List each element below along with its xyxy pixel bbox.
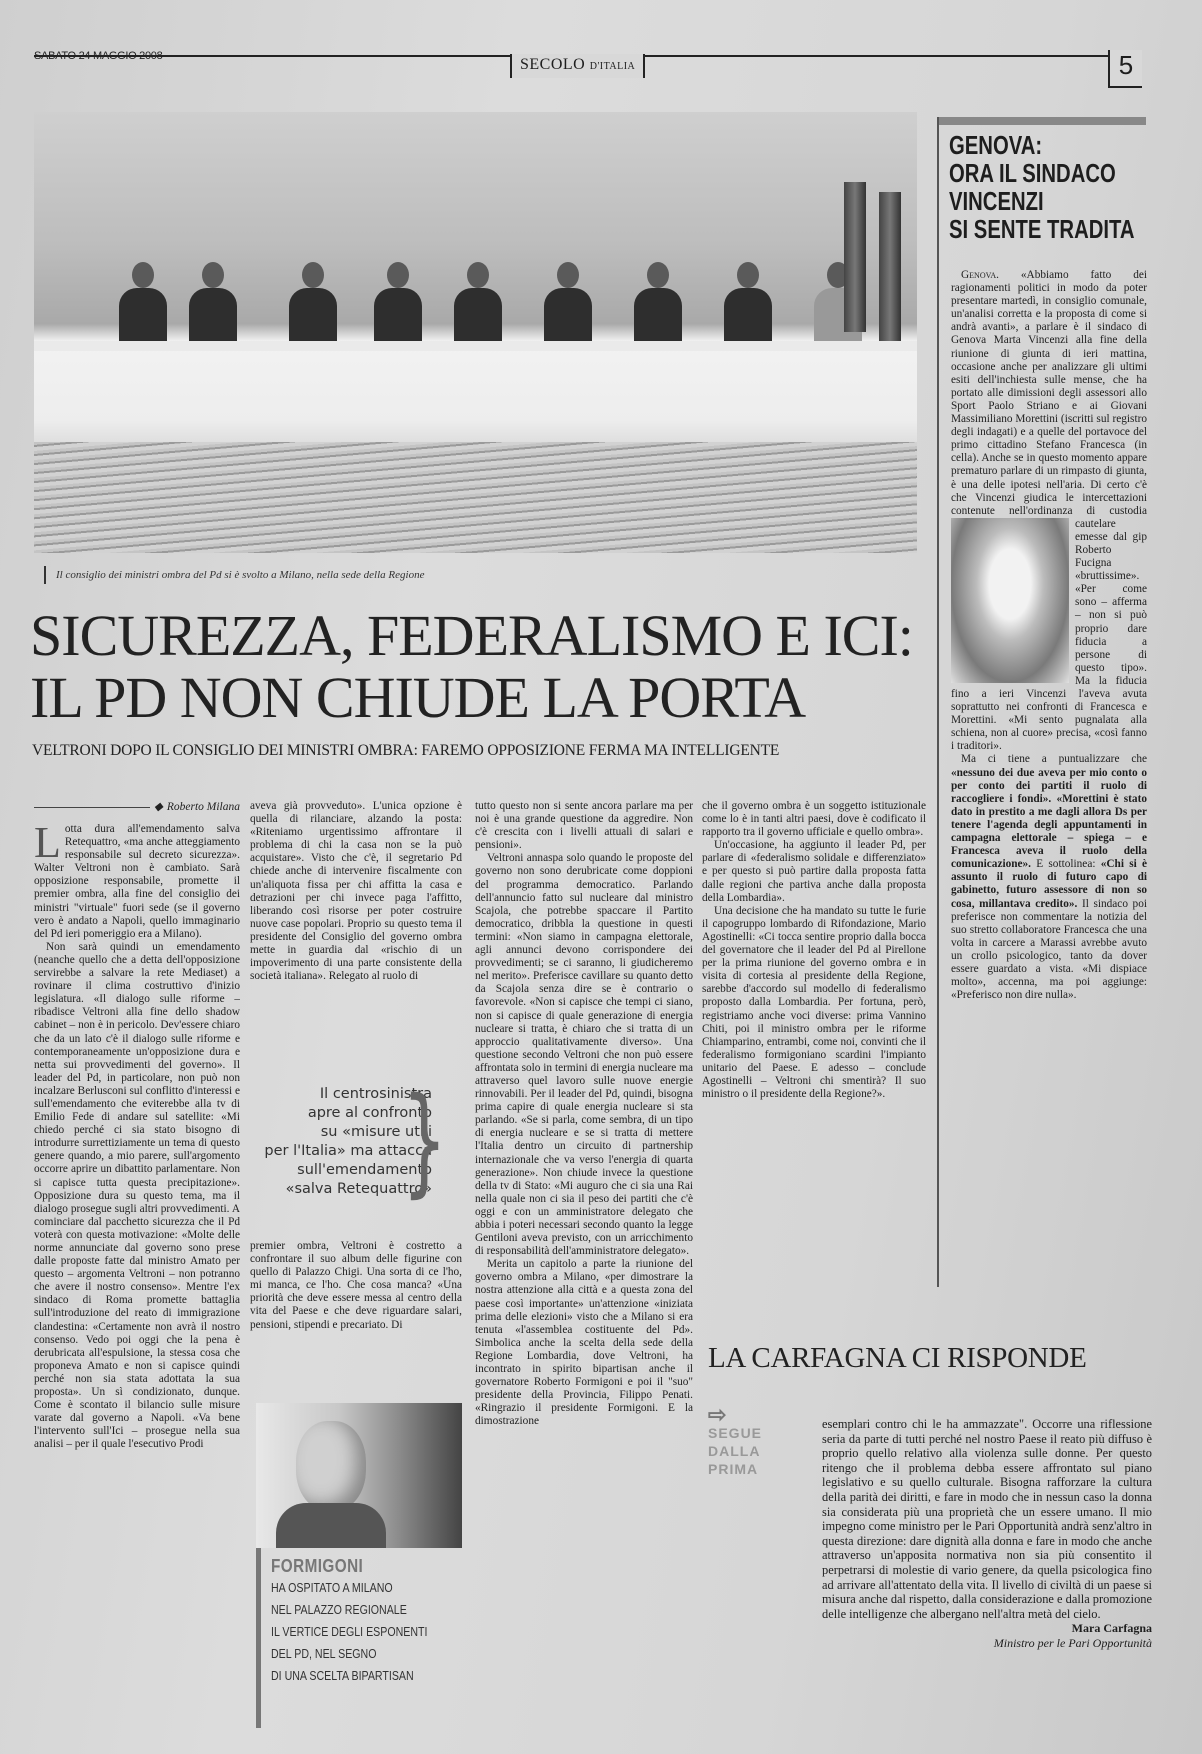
formigoni-line: NEL PALAZZO REGIONALE (271, 1603, 407, 1617)
paragraph: premier ombra, Veltroni è costretto a confrontare il suo album delle figurine con quello di Palazzo Chigi. Una sorta di ce l'ho, mi manca, ce l'ho. Che cosa manca? «Una priorità che deve essere messa al centro della vita del Paese e che deve riguardare salari, pensioni, stipendi e precariato. Di (250, 1240, 462, 1331)
page-number: 5 (1108, 50, 1142, 88)
headline-line: SICUREZZA, FEDERALISMO E ICI: (30, 603, 913, 668)
main-photo (34, 112, 917, 553)
pull-quote-line: «salva Retequattro» (285, 1181, 432, 1197)
flag (844, 182, 866, 332)
sidebar-headline-line: SI SENTE TRADITA (949, 214, 1135, 244)
pull-quote-line: sull'emendamento (297, 1162, 432, 1178)
paragraph: Merita un capitolo a parte la riunione del governo ombra a Milano, «per dimostrare la nostra attenzione alla città e a questa zona del paese così importante» un'attenzione «iniziata prima delle elezioni» visto che a Milano si era tenuta «l'assemblea costituente del Pd». Simbolica anche la scelta della sede della Regione Lombardia, dove Veltroni, ha incontrato in spirito bipartisan anche il governatore Roberto Formigoni e poi il "suo" presidente della Provincia, Filippo Penati. «Ringrazio il presidente Formigoni. E la dimostrazione (475, 1258, 693, 1428)
paragraph: aveva già provveduto». L'unica opzione è quella di rilanciare, alzando la posta: «Riteniamo urgentissimo affrontare il problema di chi la casa non se la può acquistare». Visto che c'è, il segretario Pd chiede anche di intervenire fiscalmente con un'aliquota fissa per chi affitta la casa e detrazioni per chi invece paga l'affitto, liberando così risorse per poter costruire nuove case popolari. Proprio su questo tema il presidente del Consiglio del governo ombra mette in guardia dal «rischio di un impoverimento di una parte consistente della società italiana». Relegato al ruolo di (250, 800, 462, 983)
paragraph: esemplari contro chi le ha ammazzate". Occorre una riflessione seria da parte di tutti perché nel nostro Paese il reato più diffuso è proprio quello relativo alla violenza sulle donne. Per questo ritengo che il problema debba essere affrontato sul piano legislativo e su quello culturale. Bisogna rafforzare la cultura della parità dei diritti, e fare in modo che in nessun caso la donna sia considerata più una proprietà che un essere umano. Il mio impegno come ministro per le Pari Opportunità andrà senz'altro in questa direzione: dare dignità alla donna e fare in modo che anche attraverso un'apposita normativa non sia più consentito il perpetrarsi di molestie di vario genere, da quella psicologica fino ad arrivare all'attentato della vita. Il livello di civiltà di un paese si misura anche dal rispetto, dalla considerazione e dalla promozione delle intelligenze che albergano nell'altra metà del cielo. (822, 1417, 1152, 1621)
signature-role: Ministro per le Pari Opportunità (993, 1635, 1152, 1650)
formigoni-line: DI UNA SCELTA BIPARTISAN (271, 1669, 414, 1683)
paragraph: Veltroni annaspa solo quando le proposte del governo non sono derubricate come doppioni del programma democratico. Parlando dell'annuncio fatto sul nucleare dal ministro Scajola, che potrebbe spaccare il Partito democratico, dribbla la questione in questi termini: «Non siamo in campagna elettorale, agli annunci devono corrispondere dei provvedimenti; se ci saranno, li giudicheremo nel merito». Preferisce cavillare su quanto detto da Scajola senza dire se è contrario o favorevole. «Non si capisce che tempi ci siano, non si capisce di quale generazione di energia nucleare si tratta, è chiaro che si tratta di un approccio qualitativamente diverso». Una questione secondo Veltroni che non può essere affrontata solo in termini di energia nucleare ma attraverso quel lavoro sulle nuove energie rinnovabili. Per il leader del Pd, quindi, bisogna prima capire di quale energia nucleare si sta parlando. «Se si parla, come sembra, di un tipo di energia nucleare e se si tratta di mettere l'Italia dentro un circuito di partnership internazionale che va verso l'energia di quarta generazione». Non chiude invece la questione della tv di Stato: «Mi auguro che ci sia una Rai nella quale non ci sia il peso dei partiti che c'è oggi e con un amministratore delegato che abbia i poteri necessari secondo quanto la legge Gentiloni aveva previsto, con un arricchimento di responsabilità dell'amministratore delegato». (475, 852, 693, 1258)
article-subhead: VELTRONI DOPO IL CONSIGLIO DEI MINISTRI OMBRA: FAREMO OPPOSIZIONE FERMA MA INTELLIGENTE (32, 742, 780, 759)
article-column-1 (34, 800, 240, 1728)
masthead-title: SECOLO (520, 56, 586, 73)
sidebar-headline (949, 130, 1135, 244)
person-figure (119, 262, 167, 344)
masthead-subtitle: D'ITALIA (589, 61, 636, 72)
masthead (510, 54, 645, 78)
diamond-icon: ◆ (153, 801, 163, 813)
bold-run: «nessuno dei due aveva per mio conto o per conto dei partiti il ruolo di raccogliere i fondi». «Morettini è stato dato in prestito a me dagli allora Ds per tenere l'agenda degli appuntamenti in campagna elettorale – spiega – e Francesca aveva il ruolo della comunicazione». (951, 766, 1147, 871)
panel-table (34, 341, 917, 351)
article-column-3 (475, 800, 693, 1728)
sidebar-genova (937, 117, 1146, 1287)
person-figure (374, 262, 422, 344)
signature: Mara Carfagna (1071, 1621, 1152, 1636)
sidebar-headline-line: GENOVA: (949, 130, 1043, 160)
formigoni-line: HA OSPITATO A MILANO (271, 1581, 393, 1595)
person-figure (189, 262, 237, 344)
paragraph: «Abbiamo fatto dei ragionamenti politici in modo da poter presentare martedì, in consiglio comunale, un'analisi corretta e la proposta di come si andrà avanti», a parlare è il sindaco di Genova Marta Vincenzi alla fine della riunione di giunta di ieri mattina, occasione anche per analizzare gli ultimi esiti dell'inchiesta sulle mense, che ha portato alle dimissioni degli assessori allo Sport Paolo Striano e ai Giovani Massimiliano Morettini (iscritti sul registro degli indagati) e a quelle del portavoce del primo cittadino Stefano Francesca (in cella). Anche se in questo momento appare prematuro parlare di un rimpasto di giunta, è una delle ipotesi nell'aria. Di certo c'è che Vincenzi giudica le intercettazioni contenute nell'ordinanza di custodia (951, 269, 1147, 517)
person-figure (544, 262, 592, 344)
text-run: Ma ci tiene a puntualizzare che (961, 753, 1147, 766)
paragraph: otta dura all'emendamento salva Retequattro, «ma anche atteggiamento responsabile sul decreto sicurezza». Walter Veltroni non è cambiato. Sarà opposizione responsabile, promette il premier ombra, alla fine del consiglio dei ministri "virtuale" fuori sede (se il governo vero è andato a Napoli, quello immaginario del Pd ieri pomeriggio era a Milano). (34, 823, 240, 940)
pull-quote-line: Il centrosinistra (319, 1086, 432, 1102)
article-column-4 (702, 800, 926, 1284)
paragraph: che il governo ombra è un soggetto istituzionale come lo è in tanti altri paesi, dove è codificato il rapporto tra il governo ufficiale e quello ombra». (702, 800, 926, 839)
photo-caption: Il consiglio dei ministri ombra del Pd si è svolto a Milano, nella sede della Regione (44, 566, 424, 584)
floor-reflection (34, 442, 917, 553)
sidebar-body (951, 269, 1147, 1002)
pull-quote (250, 1071, 462, 1213)
carfagna-body (822, 1417, 1152, 1651)
drop-cap: L (34, 818, 61, 867)
issue-date: SABATO 24 MAGGIO 2008 (34, 50, 163, 62)
paragraph: tutto questo non si sente ancora parlare ma per noi è una grande questione da aggredire. Non c'è crescita con i livelli attuali di salari e pensioni». (475, 800, 693, 852)
segue-line: PRIMA (708, 1461, 759, 1477)
person-figure (454, 262, 502, 344)
person-figure (289, 262, 337, 344)
vincenzi-photo (951, 518, 1069, 683)
person-figure (634, 262, 682, 344)
sidebar-headline-line: VINCENZI (949, 186, 1044, 216)
pull-quote-line: su «misure utili (320, 1124, 432, 1140)
brace-icon: } (401, 1071, 447, 1209)
sidebar-bar (939, 117, 1146, 125)
formigoni-line: DEL PD, NEL SEGNO (271, 1647, 377, 1661)
text-run: cautelare emesse dal gip Roberto Fucigna «bruttissime». «Per come sono – afferma – non si può proprio dare fiducia a persone di questo tipo». Ma la fiducia fino a ieri Vincenzi l'aveva avuta soprattutto nei confronti di Francesca e Morettini. «Mi sento pugnalata alla schiena, non al cuore» precisa, «così fanno i traditori». (951, 517, 1147, 753)
sidebar-headline-line: ORA IL SINDACO (949, 158, 1116, 188)
article-column-2-top (250, 800, 462, 1062)
dateline: Genova. (961, 269, 999, 281)
formigoni-title: FORMIGONI (271, 1556, 364, 1576)
text-run: Il sindaco poi preferisce non commentare la notizia del suo stretto collaboratore Francesca che una volta in carcere a Marassi avrebbe avuto un crollo psicologico, tanto da dover essere guardato a vista. «Mi dispiace molto», accenna, ma poi aggiunge: «Preferisco non dire nulla». (951, 897, 1147, 1002)
segue-line: DALLA (708, 1443, 761, 1459)
byline-rule (34, 807, 150, 808)
segue-line: SEGUE (708, 1425, 763, 1441)
paragraph: Un'occasione, ha aggiunto il leader Pd, per parlare di «federalismo solidale e differenziato» e per questo si può partire dalla proposta fatta dalle regioni che partiva anche dalla proposta della Lombardia». (702, 839, 926, 904)
formigoni-box (256, 1548, 462, 1728)
paragraph: Una decisione che ha mandato su tutte le furie il capogruppo lombardo di Rifondazione, Mario Agostinelli: «Ci tocca sentire proprio dalla bocca del governatore che il leader del Pd al Pirellone per la prima riunione del governo ombra e in visita di cortesia al presidente della Regione, sarebbe d'accordo sul modello di federalismo proposto dalla Lombardia. Per fortuna, però, registriamo anche voci diverse: prima Vannino Chiti, poi il ministro ombra per le riforme Chiamparino, entrambi, come noi, convinti che il federalismo formigoniano scardini l'impianto unitario del Paese. E adesso – conclude Agostinelli – Veltroni chi smentirà? Il suo ministro o il presidente della Regione?». (702, 904, 926, 1101)
pull-quote-line: apre al confronto (307, 1105, 432, 1121)
byline (34, 800, 240, 815)
carfagna-headline: LA CARFAGNA CI RISPONDE (708, 1342, 1087, 1374)
headline-line: IL PD NON CHIUDE LA PORTA (30, 665, 806, 730)
segue-dalla-prima (708, 1402, 798, 1478)
pull-quote-line: per l'Italia» ma attacca (264, 1143, 432, 1159)
arrow-right-icon: ⇨ (708, 1402, 728, 1427)
flag (879, 192, 901, 342)
person-figure (724, 262, 772, 344)
formigoni-line: IL VERTICE DEGLI ESPONENTI (271, 1625, 428, 1639)
article-column-2-bottom (250, 1240, 462, 1380)
article-headline (30, 605, 930, 729)
paragraph: Non sarà quindi un emendamento (neanche quello che a detta dell'opposizione servirebbe a salvare la rete Mediaset) a rovinare il clima costruttivo d'inizio legislatura. «Il dialogo sulle riforme – ribadisce Veltroni alla fine dello shadow cabinet – non è in pericolo. Dev'essere chiaro che da un lato c'è il dialogo sulle riforme e contemporaneamente un'opposizione dura e netta sui provvedimenti del governo». Il leader del Pd, in particolare, non può non incalzare Berlusconi sul conflitto d'interessi e sull'emendamento che eviterebbe alla tv di Emilio Fede di andare sul satellite: «Mi chiedo perché ci sia stato bisogno di introdurre surrettiziamente un tema di questo genere quando, a mio parere, sull'argomento occorre aprire un dibattito parlamentare. Non si capisce tutta questa precipitazione». Opposizione dura su questo tema, ma il dialogo prosegue sugli altri provvedimenti. A cominciare dal pacchetto sicurezza che il Pd voterà con questa motivazione: «Molte delle norme annunciate dal governo sono prese dalle proposte fatte dal ministro Amato per questo – argomenta Veltroni – non potranno che avere il nostro consenso». Mentre l'ex sindaco di Roma promette battaglia sull'introduzione del reato di immigrazione clandestina: «Certamente non avrà il nostro consenso. Vedo poi oggi che la pena è derubricata all'espulsione, la stessa cosa che proponeva Amato e non si capisce quindi perché non sia stata adottata la sua proposta». Un sì condizionato, dunque. Come è scontato il bilancio sulle misure varate dal governo a Napoli. «Va bene l'intervento sull'Ici – prosegue nella sua analisi – per il quale l'esecutivo Prodi (34, 940, 240, 1451)
formigoni-photo (256, 1403, 462, 1548)
author-name: Roberto Milana (166, 801, 240, 813)
text-run: E sottolinea: (1036, 858, 1096, 871)
bold-run: «Chi si è assunto il ruolo di futuro capo di gabinetto, futuro assessore di non so cosa, millantava credito». (951, 858, 1147, 910)
